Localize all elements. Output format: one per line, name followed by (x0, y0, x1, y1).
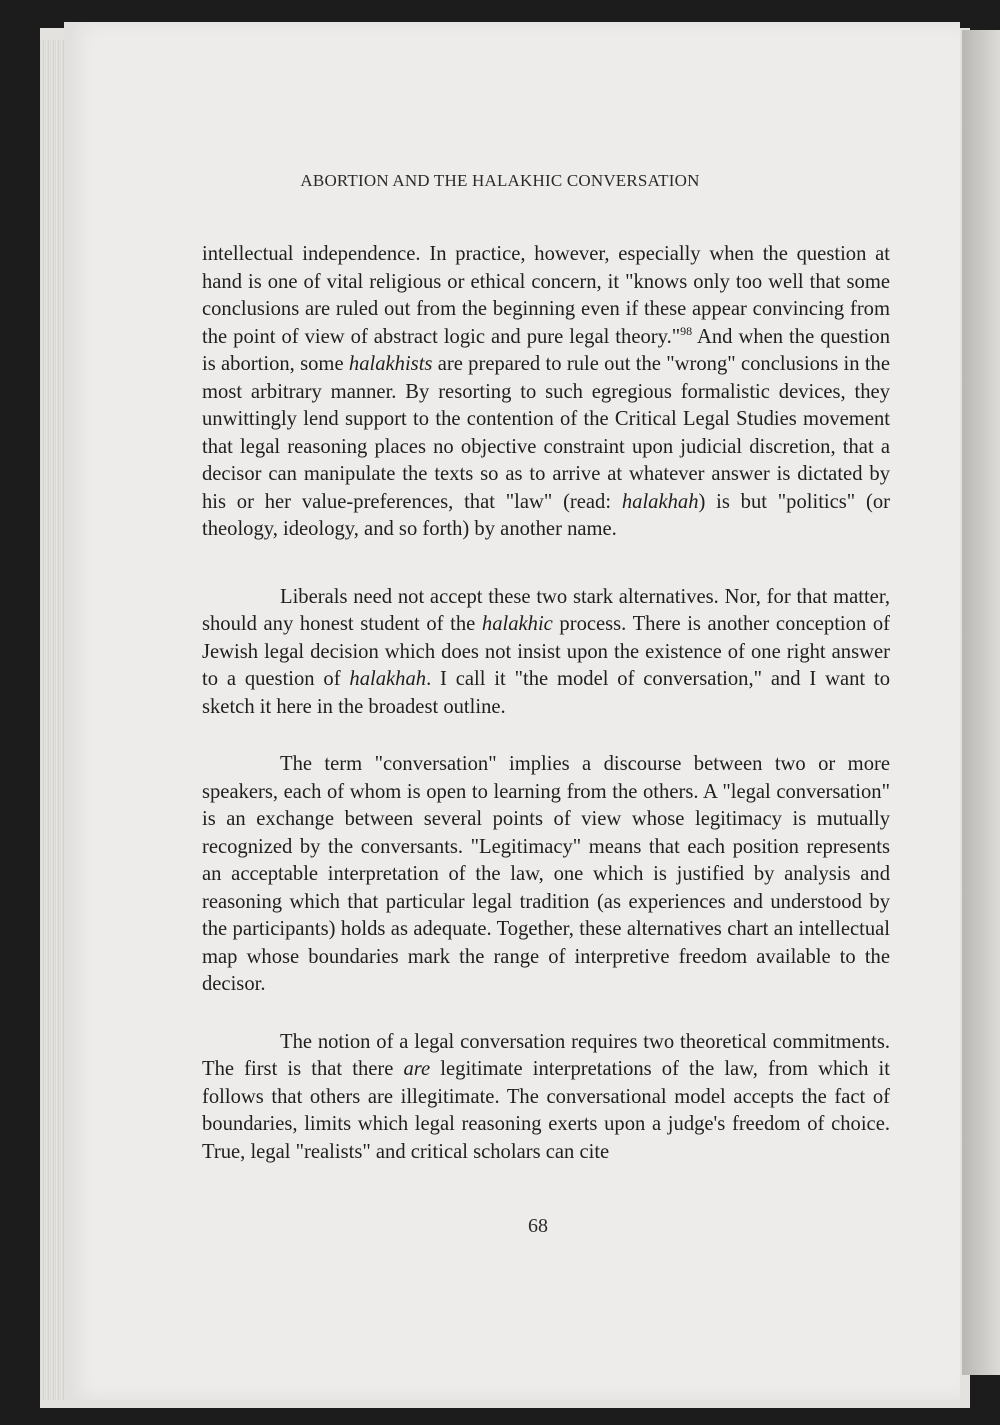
page-number: 68 (528, 1215, 548, 1237)
paragraph-3: The term "conversation" implies a discourse between two or more speakers, each of whom is open to learning from the others. A "legal conversation" is an exchange between several points of view whose legitimacy is mutually recognized by the conversants. "Legitimacy" means that each position represents an acceptable interpretation of the law, one which is justified by analysis and reasoning which that particular legal tradition (as experiences and understood by the participants) holds as adequate. Together, these alternatives chart an intellectual map whose boundaries mark the range of interpretive freedom available to the decisor. (202, 753, 890, 995)
paragraph-1: intellectual independence. In practice, however, especially when the question at hand is one of vital religious or ethical concern, it "knows only too well that some conclusions are ruled out from the beginning even if these appear convincing from the point of view of abstract logic and pure legal theory."$^{98}$ And when the question is abortion, some halakhists are prepared to rule out the "wrong" conclusions in the most arbitrary manner. By resorting to such egregious formalistic devices, they unwittingly lend support to the contention of the Critical Legal Studies movement that legal reasoning places no objective constraint upon judicial discretion, that a decisor can manipulate the texts so as to arrive at whatever answer is dictated by his or her value-preferences, that "law" (read: halakhah) is but "politics" (or theology, ideology, and so forth) by another name. (202, 243, 890, 540)
footnote-ref-98: 98 (680, 323, 693, 338)
body-text (202, 241, 890, 1166)
paragraph-2: Liberals need not accept these two stark alternatives. Nor, for that matter, should any honest student of the halakhic process. There is another conception of Jewish legal decision which does not insist upon the existence of one right answer to a question of halakhah. I call it "the model of conversation," and I want to sketch it here in the broadest outline. (202, 585, 891, 718)
facing-page-edge (962, 30, 1000, 1375)
paragraph-4: The notion of a legal conversation requires two theoretical commitments. The first is that there are legitimate interpretations of the law, from which it follows that others are illegitimate. The conversational model accepts the fact of boundaries, limits which legal reasoning exerts upon a judge's freedom of choice. True, legal "realists" and critical scholars can cite (202, 1030, 890, 1163)
running-head: ABORTION AND THE HALAKHIC CONVERSATION (300, 171, 700, 190)
